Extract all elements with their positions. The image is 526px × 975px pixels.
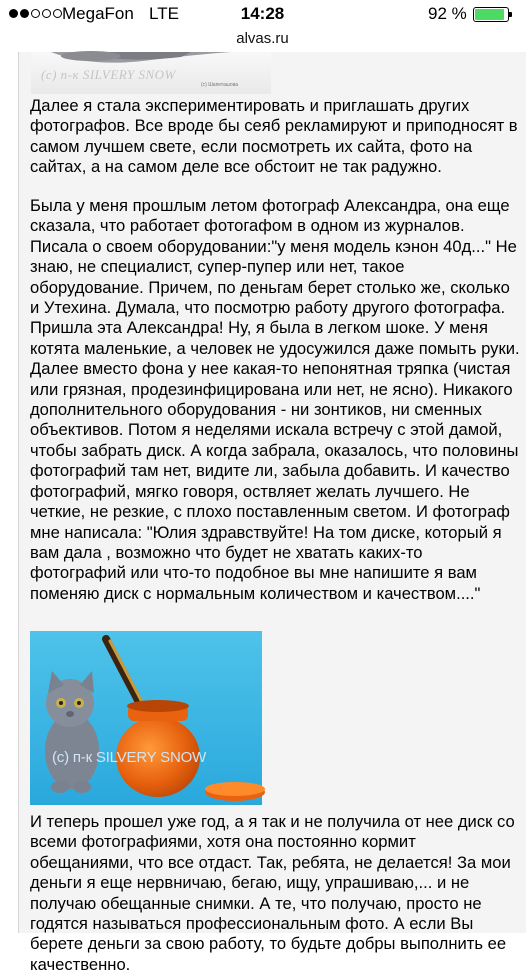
page-content[interactable]: [18, 52, 526, 974]
photo-credit: (c) Шапеташова: [201, 82, 239, 88]
url-text: alvas.ru: [236, 30, 289, 47]
article-paragraph: [30, 96, 522, 178]
article-paragraph: [30, 812, 522, 975]
carrier-name: MegaFon: [62, 4, 134, 23]
kitten-pot-illustration: [30, 631, 262, 805]
paragraph-text: И теперь прошел уже год, а я так и не получила от нее диск со всеми фотографиями, хотя она постоянно кормит обещаниями, что все отдаст. Так, ребята, не делается! За мои деньги я еще нервничаю, бегаю, ищу, упрашиваю,... и не получаю обещанные снимки. А те, что получаю, просто не годятся называться профессиональным фото. А если Вы берете деньги за свою работу, то будьте добры выполнить ее качественно.: [30, 812, 515, 974]
photo-watermark: (c) п-к SILVERY SNOW: [52, 749, 207, 766]
article-paragraph: [30, 196, 522, 604]
photo-watermark: (c) п-к SILVERY SNOW: [41, 67, 176, 82]
battery-icon: [473, 7, 513, 22]
kitten-with-pot-photo: [30, 631, 262, 805]
address-bar[interactable]: [0, 28, 525, 52]
paragraph-text: Далее я стала экспериментировать и приглашать других фотографов. Все вроде бы сеяб рекламируют и приподносят в самом лучшем свете, если посмотреть их сайта, фото на сайтах, а на самом деле все обстоит не так радужно.: [30, 96, 518, 177]
status-bar: [0, 0, 525, 28]
cat-photo-top: [31, 52, 271, 94]
paragraph-text: Была у меня прошлым летом фотограф Александра, она еще сказала, что работает фотогафом в одном из журналов. Писала о своем оборудовании:"у меня модель кэнон 40д..." Не знаю, не специалист, супер-пупер или нет, такое оборудование. Причем, по деньгам берет столько же, сколько и Утехина. Думала, что посмотрю работу другого фотографа. Пришла эта Александра! Ну, я была в легком шоке. У меня котята маленькие, а человек не удосужился даже помыть руки. Далее вместо фона у нее какая-то непонятная тряпка (чистая или грязная, продезинфицирована или нет, не ясно). Никакого дополнительного оборудования - ни зонтиков, ни сменных объективов. Потом я неделями искала встречу с этой дамой, чтобы забрать диск. А когда забрала, оказалось, что половины фотографий там нет, видите ли, забыла добавить. И качество фотографий, мягко говоря, оствляет желать лучшего. Не четкие, не резкие, с плохо поставленным светом. И фотограф мне написала: "Юлия здравствуйте! На том диске, который я вам дала , возможно что будет не хватать каких-то фотографий или что-то подобное вы мне напишите я вам поменяю диск с нормальным количеством и качеством....": [30, 196, 520, 603]
battery-percentage: 92 %: [428, 4, 467, 23]
network-type: LTE: [149, 4, 179, 23]
clock: 14:28: [240, 4, 285, 23]
